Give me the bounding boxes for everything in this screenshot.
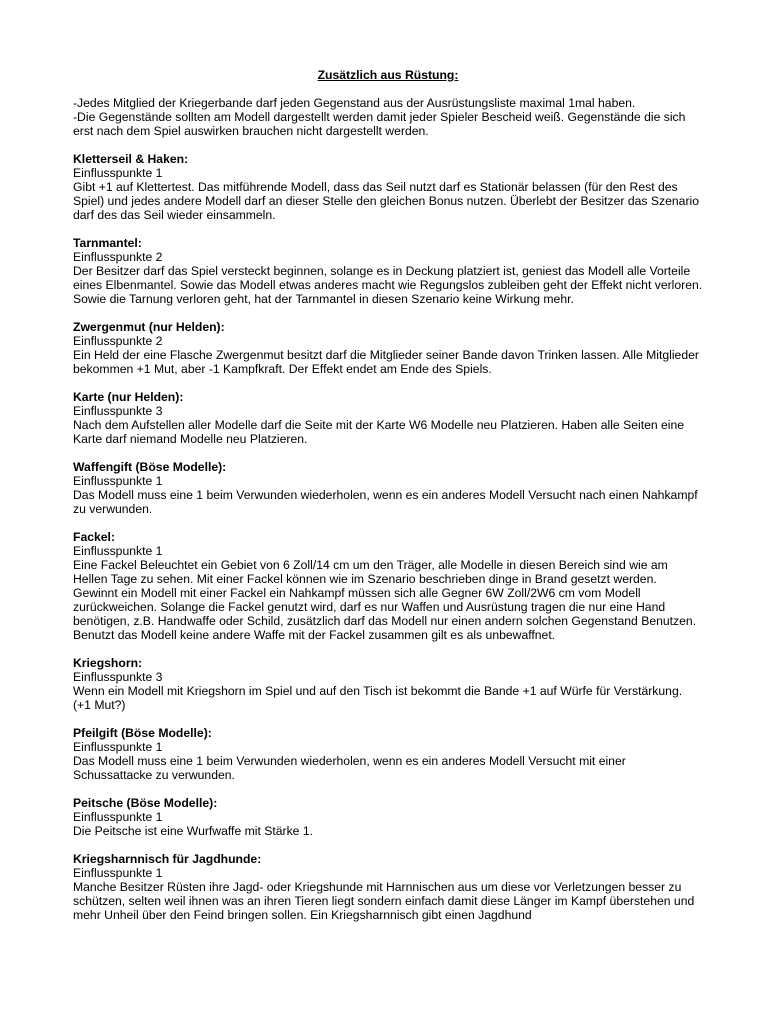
document-content: [73, 68, 703, 936]
equipment-section-waffengift: [73, 460, 703, 516]
section-points: Einflusspunkte 3: [73, 404, 163, 418]
equipment-section-pfeilgift: [73, 726, 703, 782]
section-text: Der Besitzer darf das Spiel versteckt beginnen, solange es in Deckung platziert ist, geniest das Modell alle Vorteile eines Elbenmantel. Sowie das Modell etwas anderes macht wie Regungslos zubleiben geht der Effekt nicht verloren. Sowie die Tarnung verloren geht, hat der Tarnmantel in diesen Szenario keine Wirkung mehr.: [73, 264, 703, 306]
section-heading: Pfeilgift (Böse Modelle):: [73, 726, 212, 740]
section-heading: Kletterseil & Haken:: [73, 152, 189, 166]
section-heading: Waffengift (Böse Modelle):: [73, 460, 227, 474]
section-text: Das Modell muss eine 1 beim Verwunden wiederholen, wenn es ein anderes Modell Versucht nach einen Nahkampf zu verwunden.: [73, 488, 698, 516]
equipment-section-zwergenmut: [73, 320, 703, 376]
section-points: Einflusspunkte 1: [73, 810, 163, 824]
document-title: Zusätzlich aus Rüstung:: [317, 68, 459, 82]
intro-line: -Die Gegenstände sollten am Modell dargestellt werden damit jeder Spieler Bescheid weiß. Gegenstände die sich erst nach dem Spiel auswirken brauchen nicht dargestellt werden.: [73, 110, 686, 138]
section-points: Einflusspunkte 1: [73, 740, 163, 754]
section-text: Eine Fackel Beleuchtet ein Gebiet von 6 Zoll/14 cm um den Träger, alle Modelle in diesen Bereich sind wie am Hellen Tage zu sehen. Mit einer Fackel können wie im Szenario beschrieben dinge in Brand gesetzt werden. Gewinnt ein Modell mit einer Fackel ein Nahkampf müssen sich alle Gegner 6W Zoll/2W6 cm vom Modell zurückweichen. Solange die Fackel genutzt wird, darf es nur Waffen und Ausrüstung tragen die nur eine Hand benötigen, z.B. Handwaffe oder Schild, zusätzlich darf das Modell nur einen andern solchen Gegenstand Benutzen. Benutzt das Modell keine andere Waffe mit der Fackel zusammen gilt es als unbewaffnet.: [73, 558, 697, 642]
section-text: Das Modell muss eine 1 beim Verwunden wiederholen, wenn es ein anderes Modell Versucht mit einer Schussattacke zu verwunden.: [73, 754, 626, 782]
section-text: Gibt +1 auf Klettertest. Das mitführende Modell, dass das Seil nutzt darf es Stationär belassen (für den Rest des Spiel) und jedes andere Modell darf an dieser Stelle den gleichen Bonus nutzen. Überlebt der Besitzer das Szenario darf des das Seil wieder einsammeln.: [73, 180, 700, 222]
section-points: Einflusspunkte 3: [73, 670, 163, 684]
equipment-section-kriegsharnnisch: [73, 852, 703, 922]
equipment-section-fackel: [73, 530, 703, 642]
section-text: Wenn ein Modell mit Kriegshorn im Spiel und auf den Tisch ist bekommt die Bande +1 auf Würfe für Verstärkung. (+1 Mut?): [73, 684, 683, 712]
equipment-section-kletterseil: [73, 152, 703, 222]
equipment-section-kriegshorn: [73, 656, 703, 712]
section-points: Einflusspunkte 1: [73, 544, 163, 558]
section-text: Nach dem Aufstellen aller Modelle darf die Seite mit der Karte W6 Modelle neu Platzieren. Haben alle Seiten eine Karte darf niemand Modelle neu Platzieren.: [73, 418, 685, 446]
equipment-section-karte: [73, 390, 703, 446]
section-points: Einflusspunkte 1: [73, 474, 163, 488]
section-heading: Karte (nur Helden):: [73, 390, 184, 404]
equipment-section-tarnmantel: [73, 236, 703, 306]
intro-line: -Jedes Mitglied der Kriegerbande darf jeden Gegenstand aus der Ausrüstungsliste maximal 1mal haben.: [73, 96, 636, 110]
intro-block: [73, 96, 703, 138]
section-heading: Tarnmantel:: [73, 236, 142, 250]
section-text: Ein Held der eine Flasche Zwergenmut besitzt darf die Mitglieder seiner Bande davon Trinken lassen. Alle Mitglieder bekommen +1 Mut, aber -1 Kampfkraft. Der Effekt endet am Ende des Spiels.: [73, 348, 699, 376]
section-text: Die Peitsche ist eine Wurfwaffe mit Stärke 1.: [73, 824, 314, 838]
section-points: Einflusspunkte 1: [73, 866, 163, 880]
equipment-section-peitsche: [73, 796, 703, 838]
section-heading: Kriegshorn:: [73, 656, 143, 670]
section-text: Manche Besitzer Rüsten ihre Jagd- oder Kriegshunde mit Harnnischen aus um diese vor Verletzungen besser zu schützen, selten weil ihnen was an ihren Tieren liegt sondern einfach damit diese Länger im Kampf überstehen und mehr Unheil über den Feind bringen sollen. Ein Kriegsharnnisch gibt einen Jagdhund: [73, 880, 695, 922]
section-points: Einflusspunkte 2: [73, 250, 163, 264]
section-points: Einflusspunkte 2: [73, 334, 163, 348]
section-heading: Peitsche (Böse Modelle):: [73, 796, 218, 810]
section-heading: Fackel:: [73, 530, 116, 544]
section-points: Einflusspunkte 1: [73, 166, 163, 180]
section-heading: Zwergenmut (nur Helden):: [73, 320, 225, 334]
section-heading: Kriegsharnnisch für Jagdhunde:: [73, 852, 262, 866]
